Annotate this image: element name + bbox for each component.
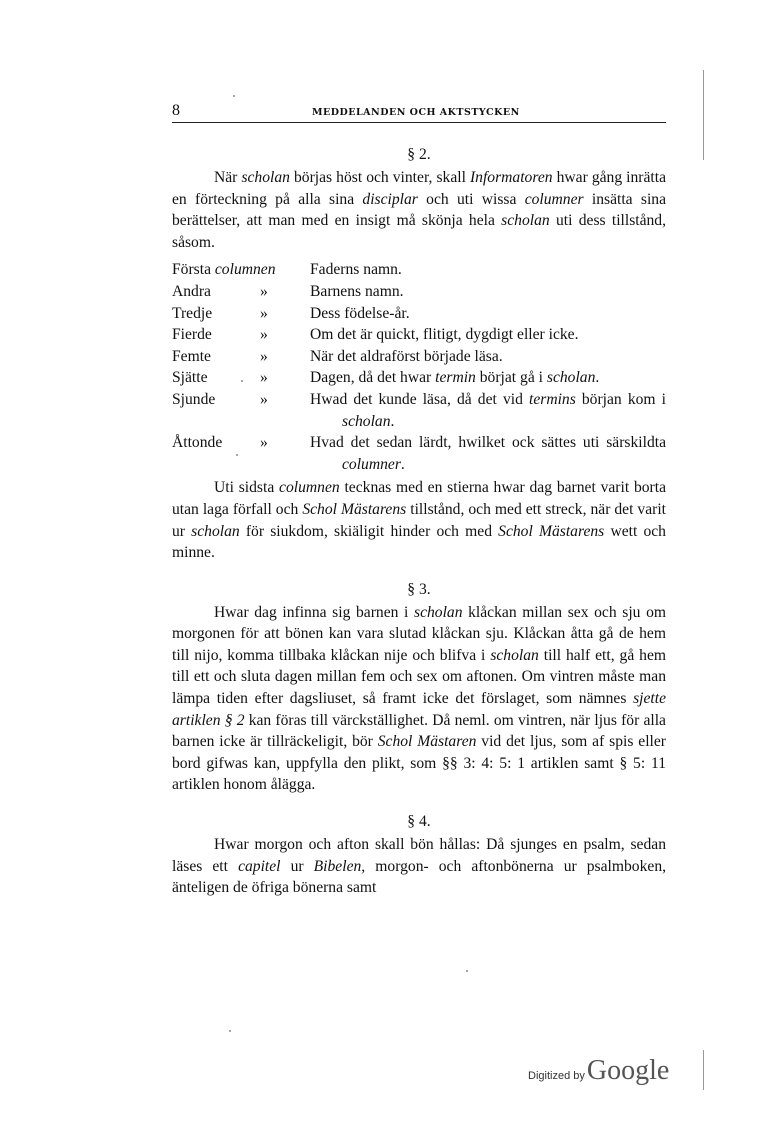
column-description [310, 346, 666, 368]
italic-term: scholan [191, 522, 240, 540]
ordinal-cell [172, 432, 240, 475]
italic-term: columnen [279, 479, 340, 497]
italic-term: termin [435, 369, 476, 387]
ordinal-label: Första [172, 261, 211, 279]
italic-term: Bibelen, [313, 857, 366, 875]
text-run: Dess födelse-år. [310, 304, 410, 322]
ditto-mark: » [260, 434, 268, 452]
italic-term: sjette artiklen § 2 [172, 690, 666, 729]
ditto-mark: » [260, 304, 268, 322]
text-run: insätta sina berättelser, att man med en insigt må skönja hela [172, 190, 667, 230]
text-run: ur [280, 857, 314, 875]
text-run: morgon- och aftonbönerna ur psalmboken, änteligen de öfriga bönerna samt [172, 857, 667, 897]
italic-term: scholan [546, 369, 596, 387]
ordinal-cell [172, 303, 240, 325]
italic-term: scholan [342, 412, 391, 430]
text-run: wett och minne. [172, 522, 666, 562]
text-run: för siukdom, skiäligit hinder och med [239, 522, 499, 540]
italic-term: Schol Mästaren [377, 733, 477, 751]
text-run: börjat gå i [475, 369, 547, 387]
ordinal-label: Femte [172, 347, 211, 365]
list-item [172, 324, 666, 346]
italic-term: scholan [414, 603, 463, 621]
running-header [172, 100, 666, 123]
text-run: Om det är quickt, flitigt, dygdigt eller icke. [310, 326, 579, 344]
text-run: . [595, 369, 600, 387]
list-item [172, 367, 666, 389]
column-description [310, 389, 666, 432]
italic-term: scholan [241, 169, 290, 186]
text-run: klåckan millan sex och sju om morgonen för att bönen kan vara slutad klåckan sju. Klåckan åtta gå de hem till nijo, komma tillbaka klåckan nije och blifva i [172, 603, 666, 664]
italic-term: termins [529, 390, 576, 408]
list-item [172, 281, 666, 303]
text-run: tillstånd, och med ett streck, när det varit ur [172, 500, 667, 540]
italic-term: columnen [214, 261, 276, 279]
text-run: uti dess tillstånd, såsom. [172, 212, 667, 251]
text-run: Hvad det sedan lärdt, hwilket ock sättes uti särskildta [310, 434, 666, 452]
column-description [310, 303, 666, 325]
italic-term: columner [524, 190, 584, 208]
ordinal-label: Fierde [172, 326, 212, 344]
ordinal-cell [172, 259, 310, 281]
ordinal-cell [172, 389, 240, 432]
page-edge-line-top [703, 70, 704, 160]
ordinal-cell [172, 346, 240, 368]
ditto-mark: » [260, 369, 268, 387]
italic-term: scholan [490, 646, 539, 664]
ordinal-label: Sjätte [172, 369, 208, 387]
italic-term: Informatoren [469, 169, 553, 186]
list-item [172, 259, 666, 281]
ditto-mark: » [260, 347, 268, 365]
paragraph-4 [172, 834, 666, 899]
text-run: När det aldraförst började läsa. [310, 347, 503, 365]
text-run: Faderns namn. [310, 261, 402, 279]
list-item [172, 432, 666, 475]
column-description [310, 324, 666, 346]
italic-term: scholan [501, 212, 550, 230]
document-page [172, 100, 666, 899]
running-title: MEDDELANDEN OCH AKTSTYCKEN [312, 107, 520, 118]
paragraph-1 [172, 167, 666, 253]
text-run: Dagen, då det hwar [310, 369, 436, 387]
page-number: 8 [172, 102, 180, 119]
ordinal-label: Andra [172, 282, 211, 300]
text-run: Hwar morgon och afton skall bön hållas: Då sjunges en psalm, sedan läses ett [172, 836, 666, 875]
ditto-mark: » [260, 326, 268, 344]
section-heading-3: § 3. [407, 580, 431, 598]
list-item [172, 389, 666, 432]
text-run: . [390, 412, 395, 430]
ordinal-label: Åttonde [172, 434, 223, 452]
text-run: och uti wissa [417, 190, 525, 208]
paragraph-3 [172, 602, 666, 796]
digitized-watermark [528, 1055, 669, 1087]
column-description [310, 367, 666, 389]
text-run: Hwad det kunde läsa, då det vid [310, 390, 529, 408]
text-run: Hwar dag infinna sig barnen i [214, 603, 414, 621]
ordinal-label: Sjunde [172, 390, 216, 408]
text-run: början kom i [575, 390, 666, 408]
text-run: Barnens namn. [310, 282, 404, 300]
italic-term: Schol Mästarens [302, 500, 407, 518]
italic-term: columner [342, 455, 401, 473]
text-run: tecknas med en stierna hwar dag barnet varit borta utan laga förfall och [172, 479, 666, 518]
list-item [172, 346, 666, 368]
text-run: börjas höst och vinter, skall [289, 169, 470, 186]
text-run: till half ett, gå hem till ett och sluta dagen millan fem och sex om aftonen. Om vintren måste man lämpa tiden efter dagsliuset, så framt icke det förslaget, som nämnes [172, 646, 666, 708]
paragraph-2 [172, 477, 666, 563]
ordinal-label: Tredje [172, 304, 213, 322]
column-description [310, 281, 666, 303]
section-heading-4: § 4. [407, 813, 431, 831]
ordinal-cell [172, 324, 240, 346]
ditto-mark: » [260, 282, 268, 300]
italic-term: capitel [238, 857, 281, 875]
ordinal-cell [172, 367, 240, 389]
text-run: vid det ljus, som af spis eller bord gifwas kan, uppfylla den plikt, som §§ 3: 4: 5: 1 artiklen samt § 5: 11 artiklen honom ålägga. [172, 733, 666, 794]
text-run: hwar gång inrätta en förteckning på alla sina [172, 169, 667, 208]
column-list [172, 259, 666, 475]
digitized-by-text: Digitized by [528, 1070, 585, 1082]
ditto-mark: » [260, 390, 268, 408]
column-description [310, 259, 666, 281]
text-run: När [214, 169, 242, 186]
text-run: kan föras till värckställighet. Då neml. om vintren, när ljus för alla barnen icke är tillräckeligit, bör [172, 711, 666, 751]
page-edge-line-bottom [703, 1050, 704, 1090]
google-logo: Google [586, 1055, 670, 1086]
section-heading-2: § 2. [407, 146, 431, 163]
italic-term: Schol Mästarens [498, 522, 605, 540]
ordinal-cell [172, 281, 240, 303]
text-run: . [400, 455, 405, 473]
text-run: Uti sidsta [214, 479, 280, 497]
column-description [310, 432, 666, 475]
list-item [172, 303, 666, 325]
italic-term: disciplar [362, 190, 418, 208]
